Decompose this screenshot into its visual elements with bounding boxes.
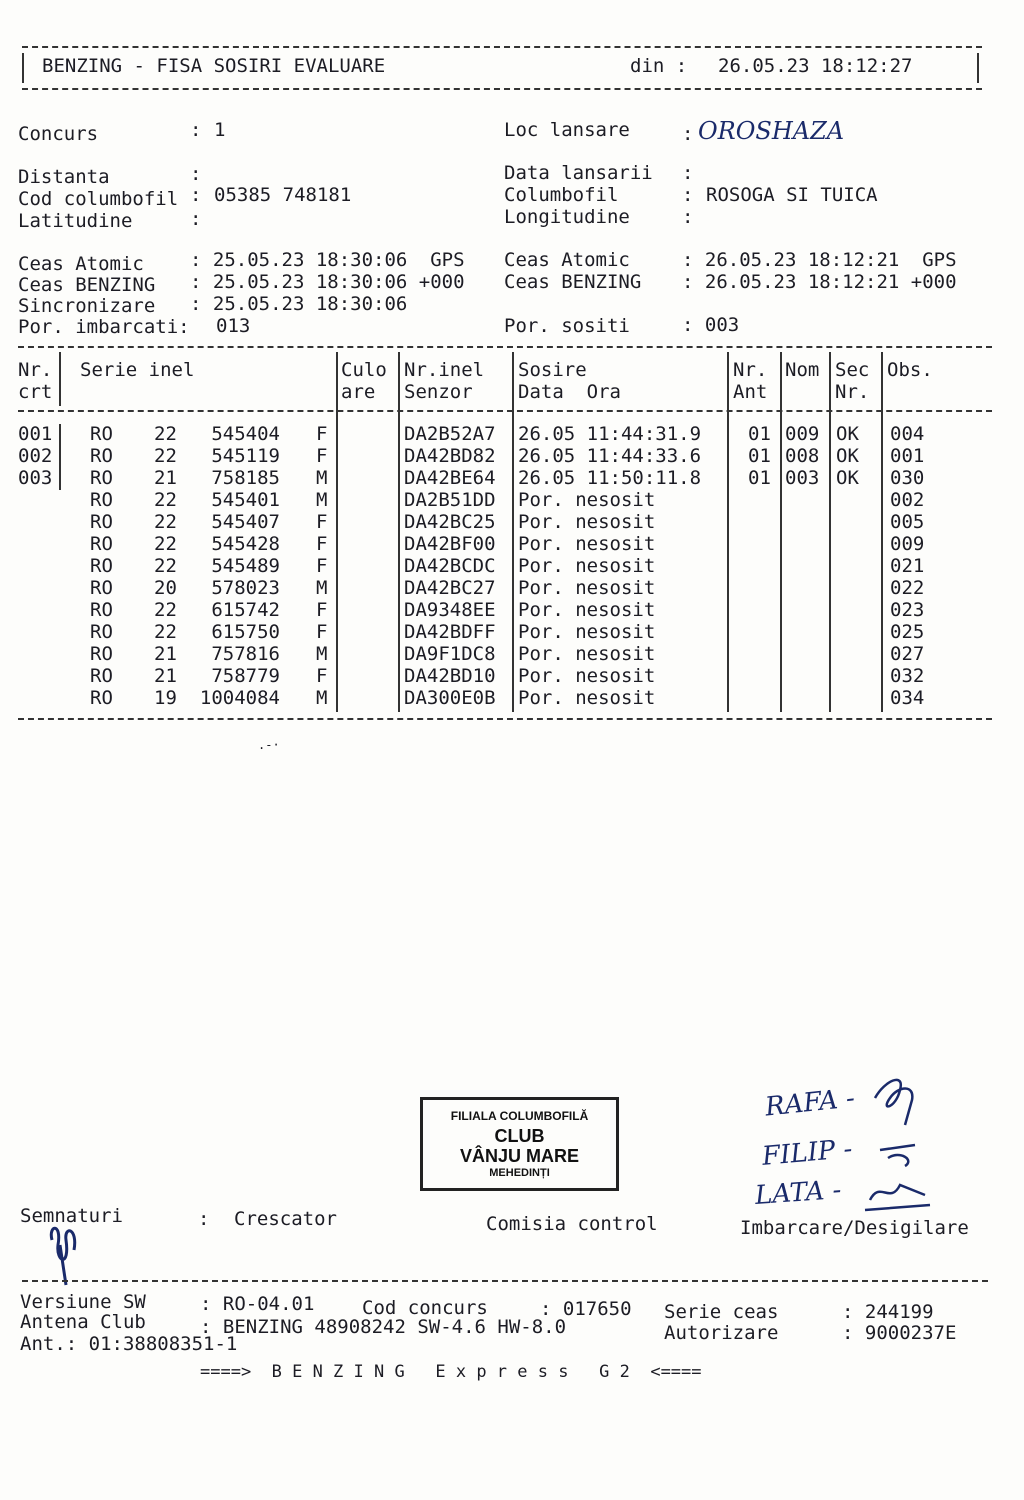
row-year: 21 [154, 467, 177, 489]
row-year: 20 [154, 577, 177, 599]
row-year: 22 [154, 533, 177, 555]
row-obs: 027 [890, 643, 925, 665]
row-sec: OK [836, 467, 859, 489]
row-sensor: DA42BC27 [404, 577, 496, 599]
th-serie: Serie inel [80, 359, 195, 381]
row-obs: 023 [890, 599, 925, 621]
cod-columbofil-label: Cod columbofil [18, 188, 179, 210]
serie-ceas-label: Serie ceas [664, 1301, 779, 1323]
benzing-express: ====> B E N Z I N G E x p r e s s G 2 <==== [200, 1362, 702, 1382]
th-culoare-1: Culo [341, 359, 387, 381]
row-arrival: Por. nesosit [518, 599, 656, 621]
serie-ceas-value: : 244199 [842, 1301, 934, 1323]
th-nrinel-2: Senzor [404, 381, 473, 403]
row-ring: 1004084 [199, 687, 280, 709]
ceas-benzing-1-value: : 25.05.23 18:30:06 +000 [190, 271, 465, 293]
row-ring: 545489 [211, 555, 280, 577]
row-year: 22 [154, 555, 177, 577]
row-arrival: 26.05 11:44:33.6 [518, 445, 702, 467]
row-nr: 002 [18, 445, 53, 467]
imbarcare-label: Imbarcare/Desigilare [740, 1217, 969, 1239]
ant-line: Ant.: 01:38808351-1 [20, 1333, 238, 1355]
row-arrival: Por. nesosit [518, 511, 656, 533]
versiune-label: Versiune SW [20, 1291, 146, 1313]
row-sex: M [316, 687, 328, 709]
ceas-atomic-2-value: : 26.05.23 18:12:21 GPS [682, 249, 957, 271]
row-sex: F [316, 423, 328, 445]
row-sex: M [316, 467, 328, 489]
row-ring: 545404 [211, 423, 280, 445]
row-obs: 022 [890, 577, 925, 599]
row-country: RO [90, 445, 113, 467]
row-country: RO [90, 577, 113, 599]
row-year: 22 [154, 489, 177, 511]
row-sex: M [316, 643, 328, 665]
por-imbarcati-value: 013 [216, 315, 251, 337]
stamp-line-1: FILIALA COLUMBOFILĂ [450, 1109, 589, 1123]
row-country: RO [90, 467, 113, 489]
handwritten-lata: LATA - [754, 1175, 843, 1211]
row-sensor: DA9348EE [404, 599, 496, 621]
row-ring: 615742 [211, 599, 280, 621]
ceas-benzing-2-value: : 26.05.23 18:12:21 +000 [682, 271, 957, 293]
row-ring: 578023 [211, 577, 280, 599]
ceas-benzing-1-label: Ceas BENZING [18, 274, 156, 296]
row-ant: 01 [748, 467, 771, 489]
columbofil-value: ROSOGA SI TUICA [706, 184, 878, 206]
row-sex: F [316, 533, 328, 555]
th-obs: Obs. [887, 359, 933, 381]
comisia-label: Comisia control [486, 1213, 658, 1235]
row-year: 21 [154, 665, 177, 687]
por-sositi-label: Por. sositi [504, 315, 630, 337]
th-nr-2: crt [18, 381, 53, 403]
handwritten-rafa: RAFA - [763, 1083, 857, 1123]
row-ring: 758185 [211, 467, 280, 489]
row-year: 19 [154, 687, 177, 709]
distanta-sep: : [190, 163, 202, 185]
row-sensor: DA42BE64 [404, 467, 496, 489]
antena-label: Antena Club [20, 1311, 146, 1333]
loc-lansare-value: OROSHAZA [698, 117, 845, 145]
row-sex: F [316, 445, 328, 467]
semnaturi-label: Semnaturi [20, 1205, 123, 1227]
row-arrival: Por. nesosit [518, 643, 656, 665]
row-country: RO [90, 423, 113, 445]
row-obs: 025 [890, 621, 925, 643]
row-sex: M [316, 577, 328, 599]
row-arrival: Por. nesosit [518, 621, 656, 643]
row-sensor: DA42BD10 [404, 665, 496, 687]
stamp-line-3: VÂNJU MARE [459, 1146, 579, 1166]
row-ring: 757816 [211, 643, 280, 665]
row-ring: 615750 [211, 621, 280, 643]
row-sex: F [316, 511, 328, 533]
concurs-label: Concurs [18, 123, 99, 145]
row-sex: F [316, 665, 328, 687]
latitudine-sep: : [190, 208, 202, 230]
row-obs: 001 [890, 445, 925, 467]
row-country: RO [90, 665, 113, 687]
row-year: 22 [154, 445, 177, 467]
row-ring: 545401 [211, 489, 280, 511]
row-sensor: DA2B52A7 [404, 423, 496, 445]
din-value: 26.05.23 18:12:27 [718, 55, 913, 77]
row-obs: 002 [890, 489, 925, 511]
cod-concurs-value: : 017650 [540, 1298, 632, 1320]
row-sensor: DA42BC25 [404, 511, 496, 533]
antena-value: : BENZING 48908242 SW-4.6 HW-8.0 [200, 1316, 567, 1338]
row-obs: 030 [890, 467, 925, 489]
row-sensor: DA2B51DD [404, 489, 496, 511]
row-arrival: Por. nesosit [518, 555, 656, 577]
concurs-sep: : [190, 119, 202, 141]
row-year: 21 [154, 643, 177, 665]
loc-lansare-sep: : [682, 123, 694, 145]
row-year: 22 [154, 599, 177, 621]
row-nr: 003 [18, 467, 53, 489]
row-ring: 545428 [211, 533, 280, 555]
stamp-line-4: MEHEDINȚI [489, 1167, 550, 1179]
row-arrival: Por. nesosit [518, 489, 656, 511]
columbofil-label: Columbofil [504, 184, 619, 206]
versiune-value: : RO-04.01 [200, 1293, 315, 1315]
concurs-value: 1 [214, 119, 226, 141]
th-sec-2: Nr. [835, 381, 870, 403]
crescator-label: Crescator [234, 1208, 337, 1230]
row-country: RO [90, 555, 113, 577]
row-country: RO [90, 533, 113, 555]
th-ant-2: Ant [733, 381, 768, 403]
th-sosire-2: Data Ora [518, 381, 621, 403]
longitudine-label: Longitudine [504, 206, 630, 228]
row-nom: 008 [785, 445, 820, 467]
th-culoare-2: are [341, 381, 376, 403]
row-sex: F [316, 599, 328, 621]
row-ring: 758779 [211, 665, 280, 687]
sincronizare-label: Sincronizare [18, 295, 156, 317]
row-nr: 001 [18, 423, 53, 445]
row-obs: 004 [890, 423, 925, 445]
row-obs: 034 [890, 687, 925, 709]
row-arrival: Por. nesosit [518, 533, 656, 555]
row-obs: 005 [890, 511, 925, 533]
footer-rule [22, 1280, 988, 1282]
row-arrival: 26.05 11:44:31.9 [518, 423, 702, 445]
por-sositi-value: : 003 [682, 314, 740, 336]
row-nom: 009 [785, 423, 820, 445]
row-arrival: Por. nesosit [518, 577, 656, 599]
row-country: RO [90, 687, 113, 709]
row-sex: M [316, 489, 328, 511]
semnaturi-sep: : [198, 1208, 210, 1230]
row-year: 22 [154, 621, 177, 643]
row-obs: 021 [890, 555, 925, 577]
row-arrival: 26.05 11:50:11.8 [518, 467, 702, 489]
row-country: RO [90, 643, 113, 665]
th-sec-1: Sec [835, 359, 870, 381]
row-sensor: DA42BDFF [404, 621, 496, 643]
row-ring: 545119 [211, 445, 280, 467]
row-sensor: DA42BCDC [404, 555, 496, 577]
row-ring: 545407 [211, 511, 280, 533]
cod-columbofil-sep: : [190, 184, 202, 206]
th-sosire-1: Sosire [518, 359, 587, 381]
row-sec: OK [836, 423, 859, 445]
handwritten-filip: FILIP - [760, 1134, 854, 1172]
cod-concurs-label: Cod concurs [362, 1297, 488, 1319]
longitudine-sep: : [682, 206, 694, 228]
row-year: 22 [154, 423, 177, 445]
row-country: RO [90, 489, 113, 511]
sincronizare-value: : 25.05.23 18:30:06 [190, 293, 408, 315]
row-country: RO [90, 621, 113, 643]
row-obs: 009 [890, 533, 925, 555]
row-sensor: DA42BD82 [404, 445, 496, 467]
stray-mark: .-· [258, 738, 280, 752]
din-label: din : [630, 55, 688, 77]
row-nom: 003 [785, 467, 820, 489]
row-ant: 01 [748, 445, 771, 467]
row-year: 22 [154, 511, 177, 533]
report-title: BENZING - FISA SOSIRI EVALUARE [42, 55, 386, 77]
loc-lansare-label: Loc lansare [504, 119, 630, 141]
row-sensor: DA42BF00 [404, 533, 496, 555]
th-ant-1: Nr. [733, 359, 768, 381]
row-sex: F [316, 555, 328, 577]
autorizare-label: Autorizare [664, 1322, 779, 1344]
row-arrival: Por. nesosit [518, 665, 656, 687]
cod-columbofil-value: 05385 748181 [214, 184, 352, 206]
columbofil-sep: : [682, 184, 694, 206]
latitudine-label: Latitudine [18, 210, 133, 232]
row-ant: 01 [748, 423, 771, 445]
ceas-benzing-2-label: Ceas BENZING [504, 271, 642, 293]
distanta-label: Distanta [18, 166, 110, 188]
row-sex: F [316, 621, 328, 643]
row-country: RO [90, 599, 113, 621]
ceas-atomic-2-label: Ceas Atomic [504, 249, 630, 271]
row-country: RO [90, 511, 113, 533]
data-lansarii-sep: : [682, 162, 694, 184]
stamp-line-2: CLUB [494, 1126, 545, 1146]
autorizare-value: : 9000237E [842, 1322, 957, 1344]
data-lansarii-label: Data lansarii [504, 162, 653, 184]
por-imbarcati-label: Por. imbarcati: [18, 316, 190, 338]
th-nr-1: Nr. [18, 359, 53, 381]
th-nom: Nom [785, 359, 820, 381]
row-sensor: DA300E0B [404, 687, 496, 709]
row-obs: 032 [890, 665, 925, 687]
row-sec: OK [836, 445, 859, 467]
ceas-atomic-1-value: : 25.05.23 18:30:06 GPS [190, 249, 465, 271]
row-arrival: Por. nesosit [518, 687, 656, 709]
ceas-atomic-1-label: Ceas Atomic [18, 253, 144, 275]
th-nrinel-1: Nr.inel [404, 359, 485, 381]
row-sensor: DA9F1DC8 [404, 643, 496, 665]
